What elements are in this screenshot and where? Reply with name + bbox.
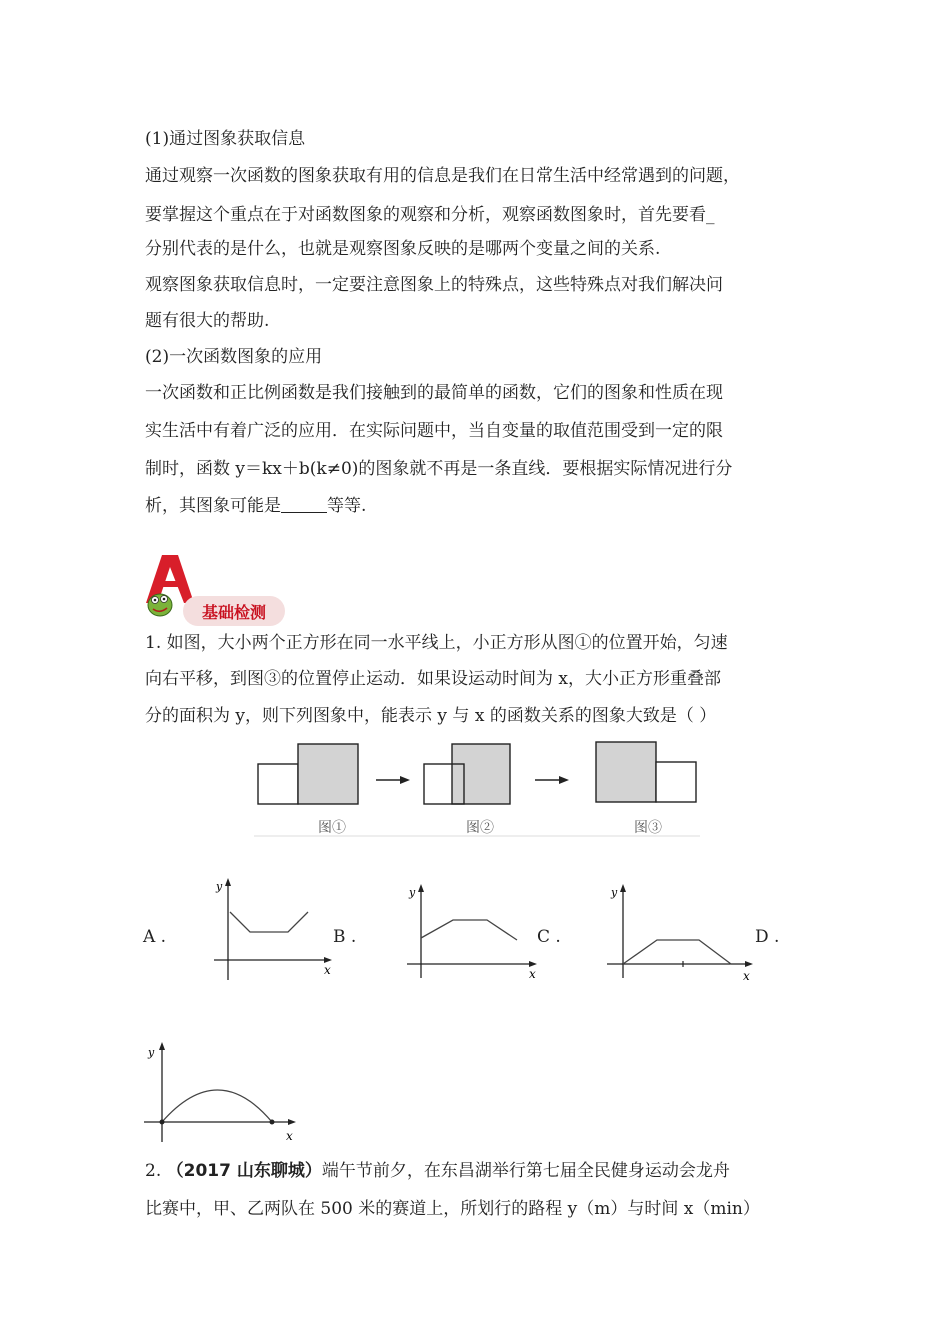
graph-b: [403, 882, 543, 982]
option-c-label: C .: [537, 927, 561, 947]
option-a-label: A .: [143, 927, 167, 947]
section2-line1: 一次函数和正比例函数是我们接触到的最简单的函数，它们的图象和性质在现: [145, 383, 723, 403]
q1-line1: 1. 如图，大小两个正方形在同一水平线上，小正方形从图①的位置开始，匀速: [145, 633, 728, 653]
section1-heading: (1)通过图象获取信息: [145, 129, 306, 149]
arrow-head-2: [559, 776, 569, 784]
graph-a-x-label: x: [324, 963, 331, 977]
graph-c-curve: [623, 940, 731, 964]
option-b-label: B .: [333, 927, 357, 947]
section1-p1-line2: 要掌握这个重点在于对函数图象的观察和分析，观察函数图象时，首先要看_: [145, 205, 715, 225]
graph-b-x-label: x: [529, 967, 536, 981]
graph-a-curve: [230, 912, 308, 932]
section2-line3: 制时，函数 y＝kx＋b(k≠0)的图象就不再是一条直线．要根据实际情况进行分: [145, 459, 733, 479]
section2-line4: [145, 495, 366, 517]
q2-line2: 比赛中，甲、乙两队在 500 米的赛道上，所划行的路程 y（m）与时间 x（min）: [145, 1199, 760, 1219]
fig3-large-square: [596, 742, 656, 802]
q1-line3: 分的面积为 y，则下列图象中，能表示 y 与 x 的函数关系的图象大致是（ ）: [145, 706, 717, 726]
section2-line2: 实生活中有着广泛的应用．在实际问题中，当自变量的取值范围受到一定的限: [145, 421, 723, 441]
q2-source: （2017 山东聊城）: [166, 1161, 322, 1181]
section2-last-before: 析，其图象可能是: [145, 496, 281, 516]
fig1-large-square: [298, 744, 358, 804]
graph-d: [140, 1038, 300, 1146]
graph-d-x-label: x: [286, 1129, 293, 1143]
badge-label: 基础检测: [201, 602, 266, 622]
graph-c-y-label: y: [611, 886, 618, 899]
graph-c-x-label: x: [743, 969, 750, 982]
section1-p1-line3: 分别代表的是什么，也就是观察图象反映的是哪两个变量之间的关系.: [145, 239, 661, 259]
section2-last-after: 等等.: [327, 496, 367, 516]
graph-a-y-label: y: [216, 880, 223, 893]
caption-fig2: 图②: [466, 820, 494, 836]
section1-p2-line1: 观察图象获取信息时，一定要注意图象上的特殊点，这些特殊点对我们解决问: [145, 275, 723, 295]
caption-fig1: 图①: [318, 820, 346, 836]
graph-d-y-label: y: [148, 1046, 155, 1059]
section1-p2-line2: 题有很大的帮助.: [145, 311, 270, 331]
fig2-large-square: [452, 744, 510, 804]
graph-c: [605, 882, 757, 982]
squares-figure: [250, 740, 710, 840]
q2-line1: [145, 1160, 730, 1182]
answer-blank: [281, 495, 327, 513]
graph-a: [210, 876, 338, 984]
caption-fig3: 图③: [634, 820, 662, 836]
graph-b-curve: [421, 920, 517, 940]
graph-b-y-label: y: [409, 886, 416, 899]
q1-line2: 向右平移，到图③的位置停止运动．如果设运动时间为 x，大小正方形重叠部: [145, 669, 721, 689]
option-d-label: D .: [755, 927, 780, 947]
graph-d-curve: [162, 1090, 272, 1122]
q2-line1-text: 端午节前夕，在东昌湖举行第七届全民健身运动会龙舟: [321, 1161, 730, 1181]
fig1-small-square: [258, 764, 298, 804]
section-badge: [183, 596, 285, 626]
q2-number: 2.: [145, 1161, 162, 1181]
section1-p1-line1: 通过观察一次函数的图象获取有用的信息是我们在日常生活中经常遇到的问题，: [145, 166, 740, 186]
fig3-small-square: [656, 762, 696, 802]
arrow-head-1: [400, 776, 410, 784]
section2-heading: (2)一次函数图象的应用: [145, 347, 323, 367]
